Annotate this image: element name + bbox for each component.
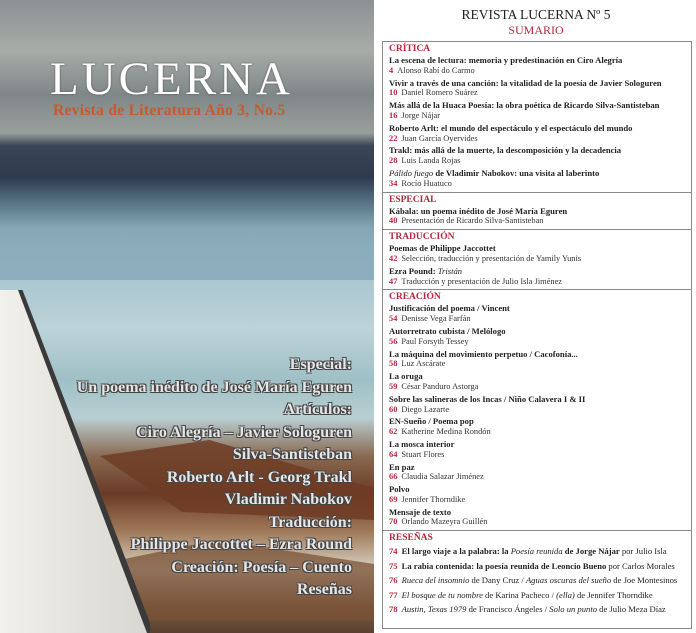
review-segment: Poesía reunida (510, 546, 563, 557)
cover-line: Artículos: (283, 401, 352, 418)
toc-title: REVISTA LUCERNA Nº 5 (461, 7, 611, 22)
author: Daniel Romero Suárez (401, 88, 478, 98)
page-number: 28 (389, 156, 398, 166)
title-segment: Kábala: un poema inédito de José María Eguren (389, 205, 568, 216)
review-entry (389, 602, 687, 617)
magazine-subtitle: Revista de Literatura Año 3, No.5 (53, 102, 286, 119)
section-heading: TRADUCCIÓN (389, 232, 455, 243)
page-number: 76 (389, 575, 398, 586)
toc-entry (389, 55, 687, 77)
author: Katherine Medina Rondón (401, 427, 491, 437)
review-segment: Aguas oscuras del sueño (525, 575, 612, 586)
entry-title (389, 206, 687, 217)
entry-title (389, 371, 687, 382)
review-segment: de Jennifer Thorndike (574, 589, 653, 600)
title-segment: La mosca interior (389, 438, 455, 449)
review-entry (389, 544, 687, 559)
page-number: 22 (389, 133, 398, 143)
entry-title (389, 484, 687, 495)
page-number: 69 (389, 494, 398, 504)
author: Stuart Flores (401, 449, 445, 459)
toc-entry (389, 100, 687, 122)
section-heading: CRÍTICA (389, 44, 431, 54)
cover-line: Philippe Jaccottet – Ezra Round (130, 536, 352, 553)
title-segment: Vivir a través de una canción: la vitalidad de la poesía de Javier Sologuren (389, 77, 662, 88)
entry-author-line (389, 495, 687, 506)
title-segment: La máquina del movimiento perpetuo / Cacofonía... (389, 348, 578, 359)
title-segment: Sobre las salineras de los Incas / Niño Calavera I & II (389, 393, 586, 404)
author: Selección, traducción y presentación de Yamily Yunis (401, 253, 582, 263)
toc-section-traducción (383, 230, 691, 290)
cover-line: Silva-Santisteban (232, 446, 352, 463)
page-number: 66 (389, 472, 398, 482)
review-segment: Austin, Texas 1979 (401, 604, 467, 615)
title-segment: de Vladimir Nabokov: una visita al laberinto (433, 167, 600, 178)
entry-author-line (389, 134, 687, 145)
toc-entry (389, 266, 687, 288)
cover-line: Roberto Arlt - Georg Trakl (166, 468, 352, 486)
review-segment: Rueca del insomnio (401, 575, 470, 586)
entry-title (389, 145, 687, 156)
title-segment: Poemas de Philippe Jaccottet (389, 243, 496, 254)
entry-author-line (389, 517, 687, 528)
entry-title (389, 100, 687, 111)
review-segment: de Jorge Nájar (562, 546, 620, 557)
page-number: 64 (389, 449, 398, 459)
entry-author-line (389, 254, 687, 265)
title-segment: Autorretrato cubista / Melólogo (389, 325, 506, 336)
cover-line: Vladimir Nabokov (224, 491, 352, 508)
entry-author-line (389, 405, 687, 416)
review-segment: por Julio Isla (619, 546, 667, 557)
toc-entry (389, 484, 687, 506)
page-number: 58 (389, 359, 398, 369)
entry-author-line (389, 216, 687, 227)
title-segment: Trakl: más allá de la muerte, la descomposición y la decadencia (389, 145, 622, 156)
entry-title (389, 123, 687, 134)
entry-title (389, 303, 687, 314)
author: Jennifer Thorndike (401, 494, 466, 504)
toc-entry (389, 206, 687, 228)
title-segment: La escena de lectura: memoria y predestinación en Ciro Alegría (389, 55, 623, 65)
entry-author-line (389, 427, 687, 438)
toc-entry (389, 507, 687, 529)
table-of-contents (376, 0, 696, 633)
entry-title (389, 349, 687, 360)
page-number: 59 (389, 381, 398, 391)
magazine-logo: LUCERNA (50, 53, 293, 105)
review-segment: de Karina Pacheco / (482, 589, 557, 600)
page-number: 77 (389, 589, 398, 600)
title-segment: Más allá de la Huaca Poesía: la obra poética de Ricardo Silva-Santisteban (389, 100, 660, 111)
toc-subtitle: SUMARIO (508, 23, 564, 37)
cover-line: Un poema inédito de José María Eguren (76, 378, 352, 396)
entry-title (389, 78, 687, 89)
title-segment: La oruga (389, 371, 423, 382)
page-number: 42 (389, 253, 398, 263)
page-number: 62 (389, 427, 398, 437)
review-segment: de Joe Montesinos (611, 575, 678, 586)
author: Paul Forsyth Tessey (401, 336, 469, 346)
title-segment: Tristán (437, 265, 463, 276)
section-heading: RESEÑAS (389, 533, 433, 544)
entry-title (389, 416, 687, 427)
author: Claudia Salazar Jiménez (401, 472, 484, 482)
entry-author-line (389, 111, 687, 122)
entry-title (389, 168, 687, 179)
title-segment: Polvo (389, 484, 410, 495)
entry-title (389, 55, 687, 66)
page-number: 74 (389, 546, 398, 557)
author: Presentación de Ricardo Silva-Santisteban (401, 216, 544, 226)
author: Traducción y presentación de Julio Isla Jiménez (401, 276, 563, 286)
entry-title (389, 507, 687, 518)
title-segment: En paz (389, 461, 415, 472)
page-number: 78 (389, 604, 398, 615)
entry-title (389, 266, 687, 277)
author: Orlando Mazeyra Guillén (401, 517, 488, 527)
title-segment: Mensaje de texto (389, 506, 452, 517)
cover-line: Ciro Alegría – Javier Sologuren (136, 423, 352, 441)
title-segment: Pálido fuego (389, 167, 434, 178)
page-number: 75 (389, 560, 398, 571)
cover-line: Especial: (289, 356, 352, 373)
author: Juan García Oyervides (401, 133, 478, 143)
toc-box (382, 41, 692, 629)
page-number: 10 (389, 88, 398, 98)
entry-title (389, 326, 687, 337)
entry-author-line (389, 359, 687, 370)
entry-author-line (389, 277, 687, 288)
page-number: 34 (389, 178, 398, 188)
entry-title (389, 439, 687, 450)
entry-title (389, 462, 687, 473)
toc-entry (389, 123, 687, 145)
page-number: 70 (389, 517, 398, 527)
entry-author-line (389, 450, 687, 461)
page-number: 60 (389, 404, 398, 414)
title-segment: EN-Sueño / Poema pop (389, 416, 474, 427)
toc-entry (389, 303, 687, 325)
toc-entry (389, 145, 687, 167)
section-heading: CREACIÓN (389, 292, 441, 303)
entry-author-line (389, 88, 687, 99)
title-segment: Ezra Pound: (389, 265, 438, 276)
entry-title (389, 394, 687, 405)
author: Alonso Rabí do Carmo (397, 65, 475, 75)
review-segment: La rabia contenida: la poesía reunida de Leoncio Bueno (401, 560, 607, 571)
entry-author-line (389, 66, 687, 77)
author: Rocío Huatuco (401, 178, 452, 188)
cover-line: Reseñas (296, 581, 352, 598)
page-number: 16 (389, 110, 398, 120)
author: Luz Ascárate (401, 359, 446, 369)
page-number: 40 (389, 216, 398, 226)
toc-entry (389, 168, 687, 190)
page-number: 47 (389, 276, 398, 286)
author: Luis Landa Rojas (401, 156, 461, 166)
page-number: 54 (389, 314, 398, 324)
cover-line: Traducción: (268, 513, 352, 531)
author: Jorge Nájar (401, 110, 441, 120)
toc-entry (389, 394, 687, 416)
author: César Panduro Astorga (401, 381, 479, 391)
toc-section-especial (383, 193, 691, 231)
cover-contents (77, 354, 352, 602)
toc-entry (389, 439, 687, 461)
entry-author-line (389, 156, 687, 167)
section-heading: ESPECIAL (389, 194, 437, 205)
author: Denisse Vega Farfán (401, 314, 471, 324)
review-segment: de Dany Cruz / (469, 575, 526, 586)
entry-author-line (389, 314, 687, 325)
sea-painting (0, 220, 374, 280)
review-entry (389, 559, 687, 574)
toc-section-crítica (383, 42, 691, 193)
entry-author-line (389, 382, 687, 393)
review-segment: Solo un punto (549, 604, 598, 615)
toc-entry (389, 462, 687, 484)
review-entry (389, 573, 687, 588)
toc-entry (389, 416, 687, 438)
page-number: 56 (389, 336, 398, 346)
toc-entry (389, 243, 687, 265)
entry-author-line (389, 179, 687, 190)
toc-entry (389, 349, 687, 371)
toc-entry (389, 326, 687, 348)
review-segment: de Francisco Ángeles / (466, 604, 550, 615)
toc-section-creación (383, 290, 691, 531)
title-segment: Justificación del poema / Vincent (389, 303, 510, 314)
entry-author-line (389, 337, 687, 348)
review-entry (389, 588, 687, 603)
review-segment: por Carlos Morales (606, 560, 675, 571)
entry-author-line (389, 472, 687, 483)
review-segment: El largo viaje a la palabra: la (401, 546, 511, 557)
review-segment: El bosque de tu nombre (401, 589, 483, 600)
page-number: 4 (389, 65, 394, 75)
toc-section-resenas (383, 531, 691, 618)
author: Diego Lazarte (401, 404, 450, 414)
review-segment: de Julio Meza Díaz (597, 604, 666, 615)
review-segment: (ella) (556, 589, 575, 600)
toc-entry (389, 371, 687, 393)
entry-title (389, 243, 687, 254)
cover-line: Creación: Poesía – Cuento (171, 558, 352, 576)
toc-entry (389, 78, 687, 100)
title-segment: Roberto Arlt: el mundo del espectáculo y el espectáculo del mundo (389, 122, 633, 133)
